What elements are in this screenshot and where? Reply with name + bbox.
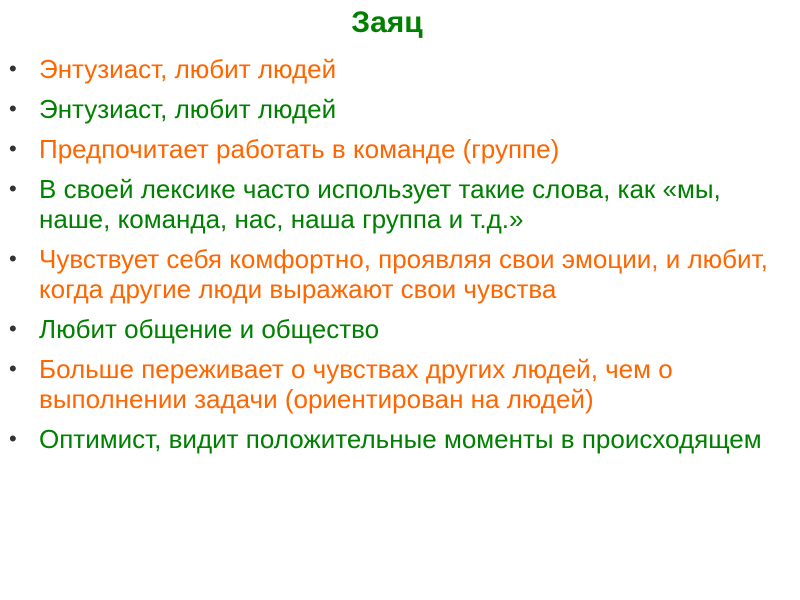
bullet-dot-icon: •: [9, 246, 17, 271]
bullet-item: [0, 174, 780, 234]
bullet-text: Энтузиаст, любит людей: [39, 94, 337, 124]
bullet-item: [0, 94, 780, 124]
bullet-item: [0, 244, 780, 304]
bullet-dot-icon: •: [9, 356, 17, 381]
bullet-dot-icon: •: [9, 56, 17, 81]
bullet-text: В своей лексике часто использует такие слова, как «мы, наше, команда, нас, наша группа и т.д.»: [39, 174, 721, 234]
bullet-text: Энтузиаст, любит людей: [39, 54, 337, 84]
bullet-item: [0, 54, 780, 84]
bullet-text: Больше переживает о чувствах других людей, чем о выполнении задачи (ориентирован на людей): [39, 354, 673, 414]
bullet-item: [0, 424, 780, 454]
bullet-dot-icon: •: [9, 136, 17, 161]
bullet-text: Оптимист, видит положительные моменты в происходящем: [39, 424, 762, 454]
bullet-text: Чувствует себя комфортно, проявляя свои эмоции, и любит, когда другие люди выражают свои чувства: [39, 244, 768, 304]
bullet-dot-icon: •: [9, 426, 17, 451]
bullet-item: [0, 314, 780, 344]
bullet-item: [0, 134, 780, 164]
bullet-list: [0, 54, 780, 464]
bullet-dot-icon: •: [9, 316, 17, 341]
slide-title: Заяц: [351, 6, 423, 39]
bullet-text: Любит общение и общество: [39, 314, 380, 344]
bullet-dot-icon: •: [9, 176, 17, 201]
bullet-item: [0, 354, 780, 414]
bullet-dot-icon: •: [9, 96, 17, 121]
bullet-text: Предпочитает работать в команде (группе): [39, 134, 560, 164]
